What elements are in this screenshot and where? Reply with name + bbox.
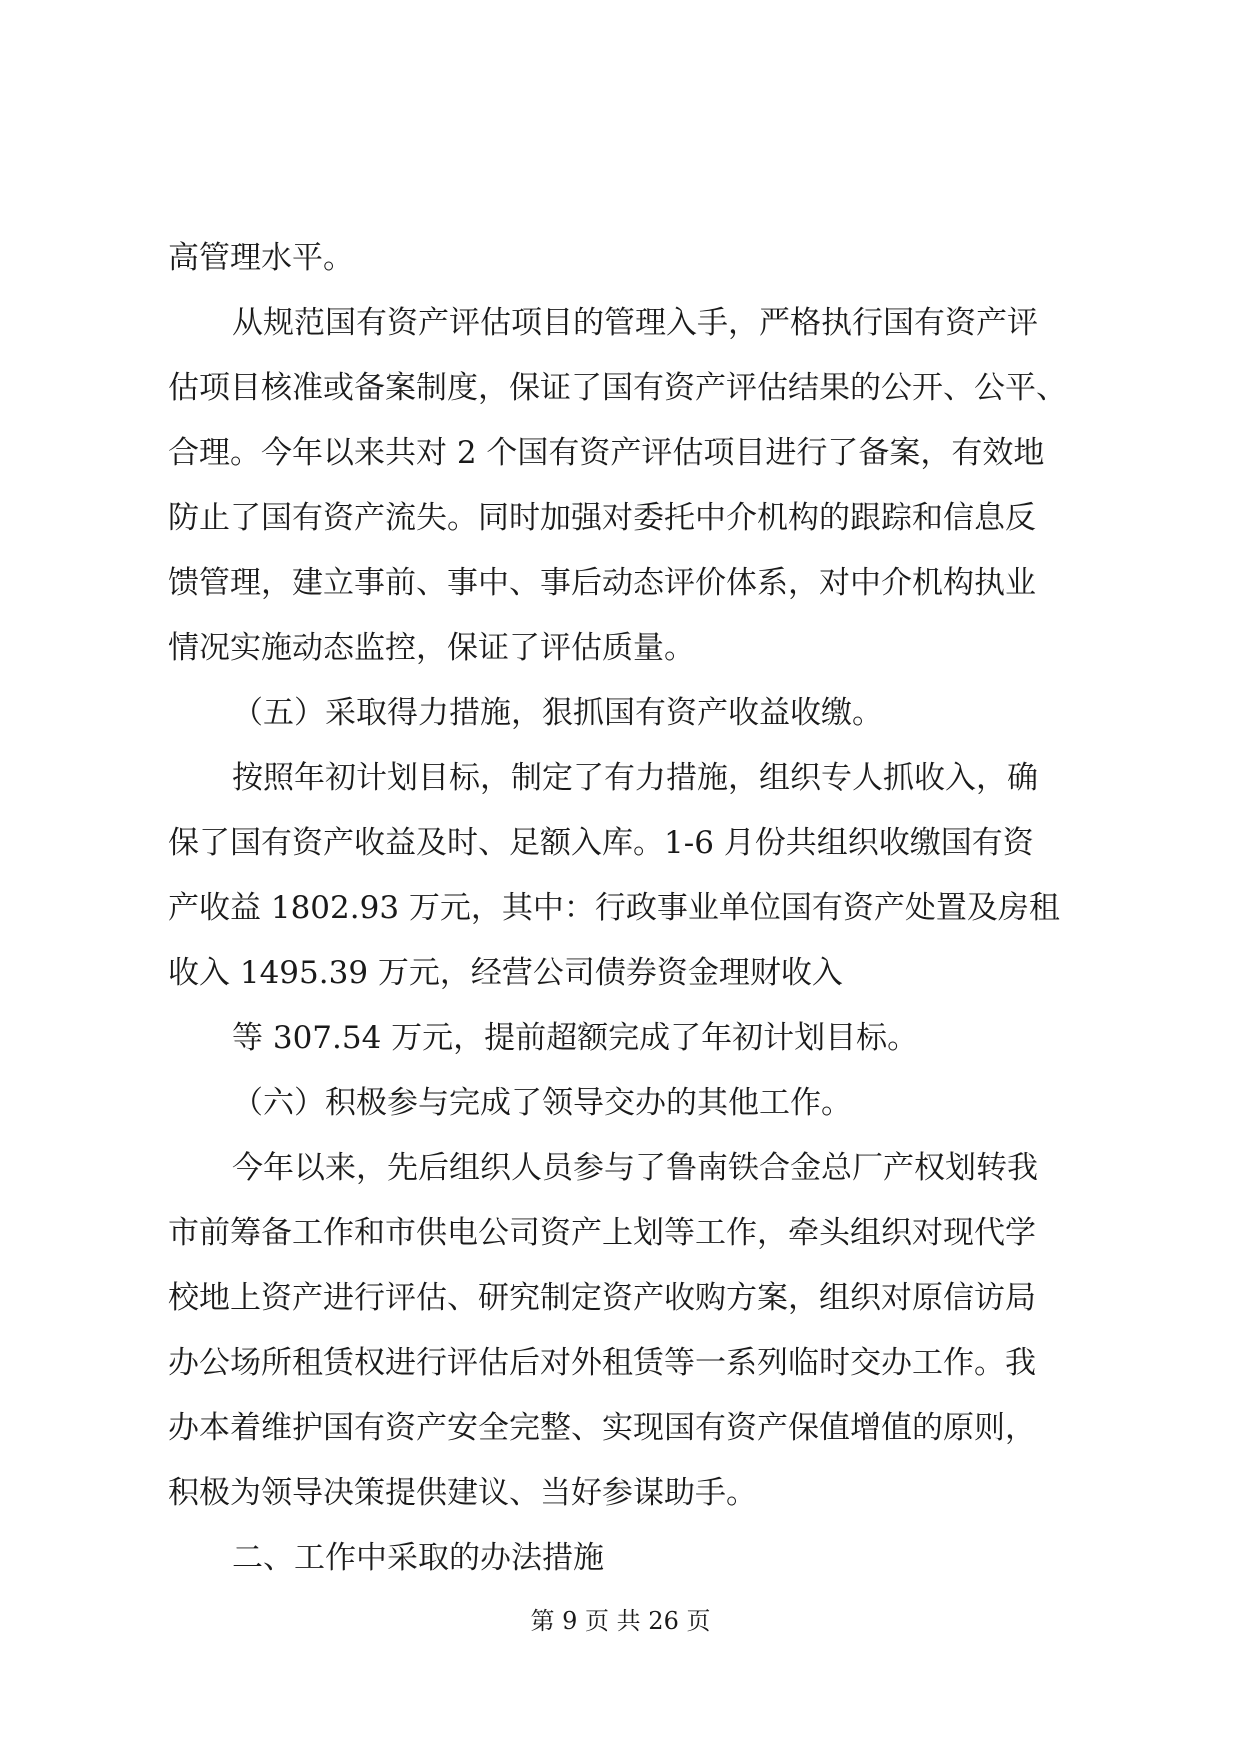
text-line: 校地上资产进行评估、研究制定资产收购方案，组织对原信访局 <box>168 1280 1036 1316</box>
page-number-footer: 第 9 页 共 26 页 <box>530 1607 711 1635</box>
text-line: 市前筹备工作和市供电公司资产上划等工作，牵头组织对现代学 <box>168 1215 1036 1251</box>
text-line: 收入 1495.39 万元，经营公司债券资金理财收入 <box>168 955 843 991</box>
text-line: 合理。今年以来共对 2 个国有资产评估项目进行了备案，有效地 <box>168 435 1045 471</box>
text-line: 办公场所租赁权进行评估后对外租赁等一系列临时交办工作。我 <box>168 1345 1036 1381</box>
text-line: 产收益 1802.93 万元，其中：行政事业单位国有资产处置及房租 <box>168 890 1060 926</box>
text-line: 办本着维护国有资产安全完整、实现国有资产保值增值的原则， <box>168 1410 1036 1446</box>
text-line: 高管理水平。 <box>168 240 354 276</box>
text-line: 积极为领导决策提供建议、当好参谋助手。 <box>168 1475 757 1511</box>
text-line: 等 307.54 万元，提前超额完成了年初计划目标。 <box>232 1020 919 1056</box>
text-line: 馈管理，建立事前、事中、事后动态评价体系，对中介机构执业 <box>168 565 1036 601</box>
text-line: 情况实施动态监控，保证了评估质量。 <box>168 630 695 666</box>
text-line: 保了国有资产收益及时、足额入库。1-6 月份共组织收缴国有资 <box>168 825 1034 861</box>
text-line: 估项目核准或备案制度，保证了国有资产评估结果的公开、公平、 <box>168 370 1067 406</box>
section-heading: （六）积极参与完成了领导交办的其他工作。 <box>232 1085 852 1121</box>
text-line: 按照年初计划目标，制定了有力措施，组织专人抓收入，确 <box>232 760 1038 796</box>
section-heading: （五）采取得力措施，狠抓国有资产收益收缴。 <box>232 695 883 731</box>
text-line: 今年以来，先后组织人员参与了鲁南铁合金总厂产权划转我 <box>232 1150 1038 1186</box>
section-heading: 二、工作中采取的办法措施 <box>232 1540 604 1576</box>
text-line: 防止了国有资产流失。同时加强对委托中介机构的跟踪和信息反 <box>168 500 1036 536</box>
text-line: 从规范国有资产评估项目的管理入手，严格执行国有资产评 <box>232 305 1038 341</box>
